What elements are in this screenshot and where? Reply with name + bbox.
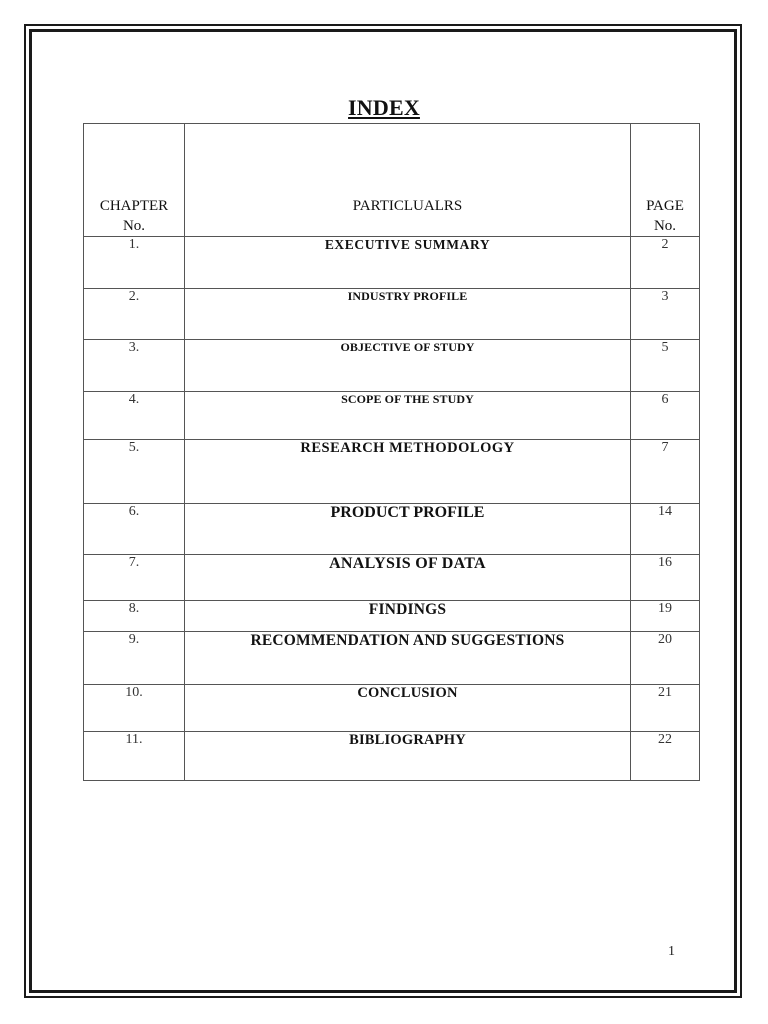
chapter-title: PRODUCT PROFILE [185, 504, 631, 555]
table-row [84, 504, 700, 555]
chapter-title: FINDINGS [185, 601, 631, 632]
chapter-title: ANALYSIS OF DATA [185, 555, 631, 601]
chapter-title: EXECUTIVE SUMMARY [185, 237, 631, 289]
table-row [84, 555, 700, 601]
chapter-title: RESEARCH METHODOLOGY [185, 440, 631, 504]
table-row [84, 340, 700, 392]
page-ref: 14 [631, 504, 700, 555]
table-header-row [84, 124, 700, 237]
header-chapter-no-label: No. [122, 218, 146, 234]
page-ref: 7 [631, 440, 700, 504]
table-row [84, 685, 700, 732]
chapter-number: 9. [84, 632, 185, 685]
page-ref: 5 [631, 340, 700, 392]
chapter-number: 8. [84, 601, 185, 632]
page-ref: 2 [631, 237, 700, 289]
header-particulars-label: PARTICLUALRS [352, 198, 463, 214]
page-ref: 3 [631, 289, 700, 340]
table-row [84, 632, 700, 685]
page-ref: 22 [631, 732, 700, 781]
chapter-title: INDUSTRY PROFILE [185, 289, 631, 340]
chapter-number: 11. [84, 732, 185, 781]
page-ref: 19 [631, 601, 700, 632]
page-ref: 20 [631, 632, 700, 685]
chapter-title: BIBLIOGRAPHY [185, 732, 631, 781]
chapter-number: 1. [84, 237, 185, 289]
chapter-number: 4. [84, 392, 185, 440]
chapter-number: 5. [84, 440, 185, 504]
chapter-number: 7. [84, 555, 185, 601]
table-row [84, 601, 700, 632]
table-row [84, 289, 700, 340]
chapter-title: OBJECTIVE OF STUDY [185, 340, 631, 392]
page-ref: 6 [631, 392, 700, 440]
chapter-number: 3. [84, 340, 185, 392]
header-page-label: PAGE [646, 198, 684, 214]
page-ref: 21 [631, 685, 700, 732]
chapter-title: SCOPE OF THE STUDY [185, 392, 631, 440]
chapter-number: 10. [84, 685, 185, 732]
chapter-title: CONCLUSION [185, 685, 631, 732]
header-chapter-label: CHAPTER [99, 198, 169, 214]
header-page-no-label: No. [653, 218, 677, 234]
page-ref: 16 [631, 555, 700, 601]
header-page-no [631, 124, 700, 237]
table-row [84, 237, 700, 289]
index-table [83, 123, 700, 781]
header-particulars [185, 124, 631, 237]
table-row [84, 732, 700, 781]
page-title: INDEX [348, 95, 420, 120]
header-chapter-no [84, 124, 185, 237]
chapter-number: 2. [84, 289, 185, 340]
chapter-title: RECOMMENDATION AND SUGGESTIONS [185, 632, 631, 685]
chapter-number: 6. [84, 504, 185, 555]
table-row [84, 440, 700, 504]
page-number: 1 [668, 944, 675, 959]
table-row [84, 392, 700, 440]
